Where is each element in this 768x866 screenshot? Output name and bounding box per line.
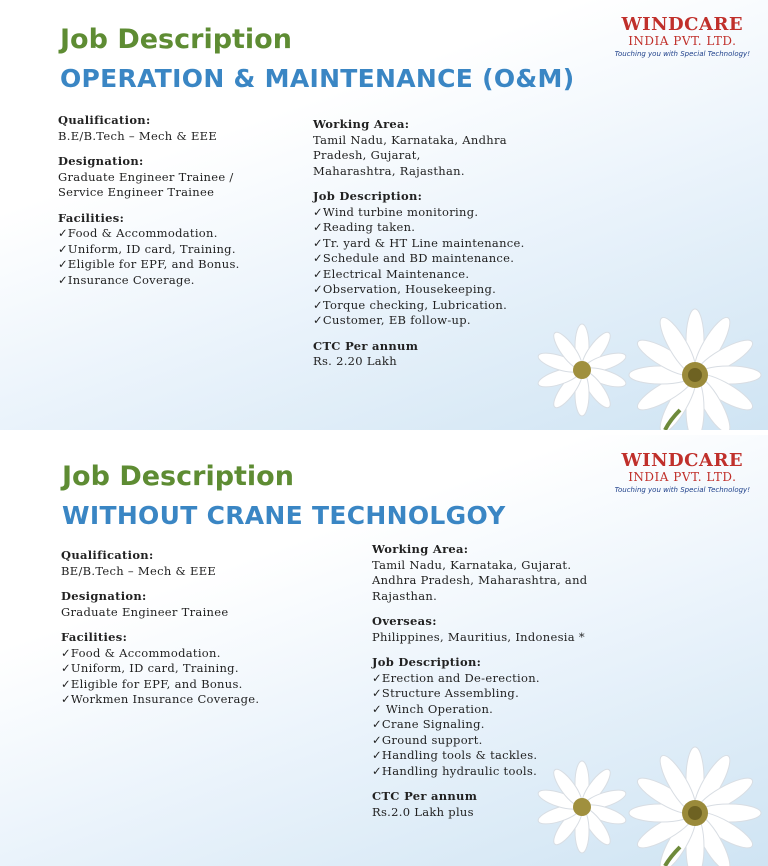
section-line: Maharashtra, Rajasthan. — [313, 163, 465, 178]
section-line: Andhra Pradesh, Maharashtra, and — [372, 573, 588, 587]
section-line: ✓ Winch Operation. — [372, 701, 494, 716]
section-line: ✓Schedule and BD maintenance. — [313, 251, 515, 265]
section-heading: Working Area: — [313, 117, 410, 131]
slide1-left-column — [58, 113, 298, 288]
logo-sub: INDIA PVT. LTD. — [628, 34, 737, 48]
section-heading: Designation: — [58, 154, 144, 168]
section-heading: Qualification: — [61, 548, 154, 562]
section-line: Philippines, Mauritius, Indonesia * — [372, 629, 585, 644]
logo-tagline: Touching you with Special Technology! — [614, 50, 750, 58]
section-line: Tamil Nadu, Karnataka, Gujarat. — [372, 557, 572, 572]
section-line: Graduate Engineer Trainee — [61, 604, 229, 619]
section-line: ✓Uniform, ID card, Training. — [61, 661, 239, 675]
daisy-flower-image-2 — [530, 735, 768, 866]
slide-without-crane — [0, 435, 768, 866]
section-line: ✓Wind turbine monitoring. — [313, 204, 479, 219]
section-line: ✓Observation, Housekeeping. — [313, 282, 497, 296]
section-line: ✓Workmen Insurance Coverage. — [61, 692, 260, 706]
logo-name-2: WINDCARE — [621, 450, 744, 471]
section-heading: Designation: — [61, 589, 147, 603]
slide1-subtitle: OPERATION & MAINTENANCE (O&M) — [60, 64, 575, 93]
company-logo-2 — [615, 450, 750, 494]
slide-operation-maintenance — [0, 0, 768, 430]
section-line: ✓Crane Signaling. — [372, 717, 485, 731]
logo-name: WINDCARE — [621, 14, 744, 35]
section-line: Tamil Nadu, Karnataka, Andhra — [313, 132, 507, 147]
section-line: Rajasthan. — [372, 588, 438, 603]
section-line: ✓Erection and De-erection. — [372, 670, 540, 685]
section-heading: CTC Per annum — [313, 338, 419, 353]
section-line: ✓Ground support. — [372, 732, 483, 747]
section-line: Service Engineer Trainee — [58, 185, 215, 199]
section-line: ✓Eligible for EPF, and Bonus. — [58, 257, 240, 271]
section-line: ✓Reading taken. — [313, 220, 416, 234]
section-line: ✓Tr. yard & HT Line maintenance. — [313, 235, 525, 250]
section-line: ✓Electrical Maintenance. — [313, 266, 470, 281]
section-line: ✓Food & Accommodation. — [58, 226, 218, 240]
slide1-title: Job Description — [60, 24, 292, 55]
slide2-left-column — [61, 548, 331, 708]
logo-tagline-2: Touching you with Special Technology! — [614, 486, 750, 494]
section-line: ✓Eligible for EPF, and Bonus. — [61, 676, 243, 691]
section-heading: Overseas: — [372, 614, 437, 628]
section-line: ✓Customer, EB follow-up. — [313, 313, 471, 327]
slide2-subtitle: WITHOUT CRANE TECHNOLGOY — [62, 501, 506, 530]
section-line: ✓Food & Accommodation. — [61, 645, 221, 660]
section-line: ✓Insurance Coverage. — [58, 272, 195, 287]
section-line: Rs.2.0 Lakh plus — [372, 804, 474, 819]
section-line: BE/B.Tech – Mech & EEE — [61, 563, 217, 578]
section-line: ✓Uniform, ID card, Training. — [58, 241, 236, 256]
section-heading: Job Description: — [313, 189, 423, 203]
section-heading: Working Area: — [372, 542, 469, 556]
section-line: ✓Torque checking, Lubrication. — [313, 297, 508, 312]
section-line: Rs. 2.20 Lakh — [313, 354, 397, 368]
company-logo — [615, 14, 750, 58]
logo-sub-2: INDIA PVT. LTD. — [628, 470, 737, 484]
section-line: Pradesh, Gujarat, — [313, 148, 421, 162]
section-heading: Qualification: — [58, 113, 151, 127]
section-line: ✓Handling hydraulic tools. — [372, 763, 538, 778]
section-heading: CTC Per annum — [372, 789, 478, 803]
section-line: Graduate Engineer Trainee / — [58, 169, 234, 184]
section-heading: Facilities: — [58, 210, 125, 225]
slide1-right-column — [313, 117, 553, 370]
section-line: ✓Structure Assembling. — [372, 686, 520, 700]
section-line: ✓Handling tools & tackles. — [372, 748, 538, 762]
section-heading: Facilities: — [61, 630, 128, 644]
slide2-title: Job Description — [62, 461, 294, 492]
section-heading: Job Description: — [372, 655, 482, 669]
section-line: B.E/B.Tech – Mech & EEE — [58, 128, 218, 143]
daisy-flower-image — [530, 300, 768, 430]
